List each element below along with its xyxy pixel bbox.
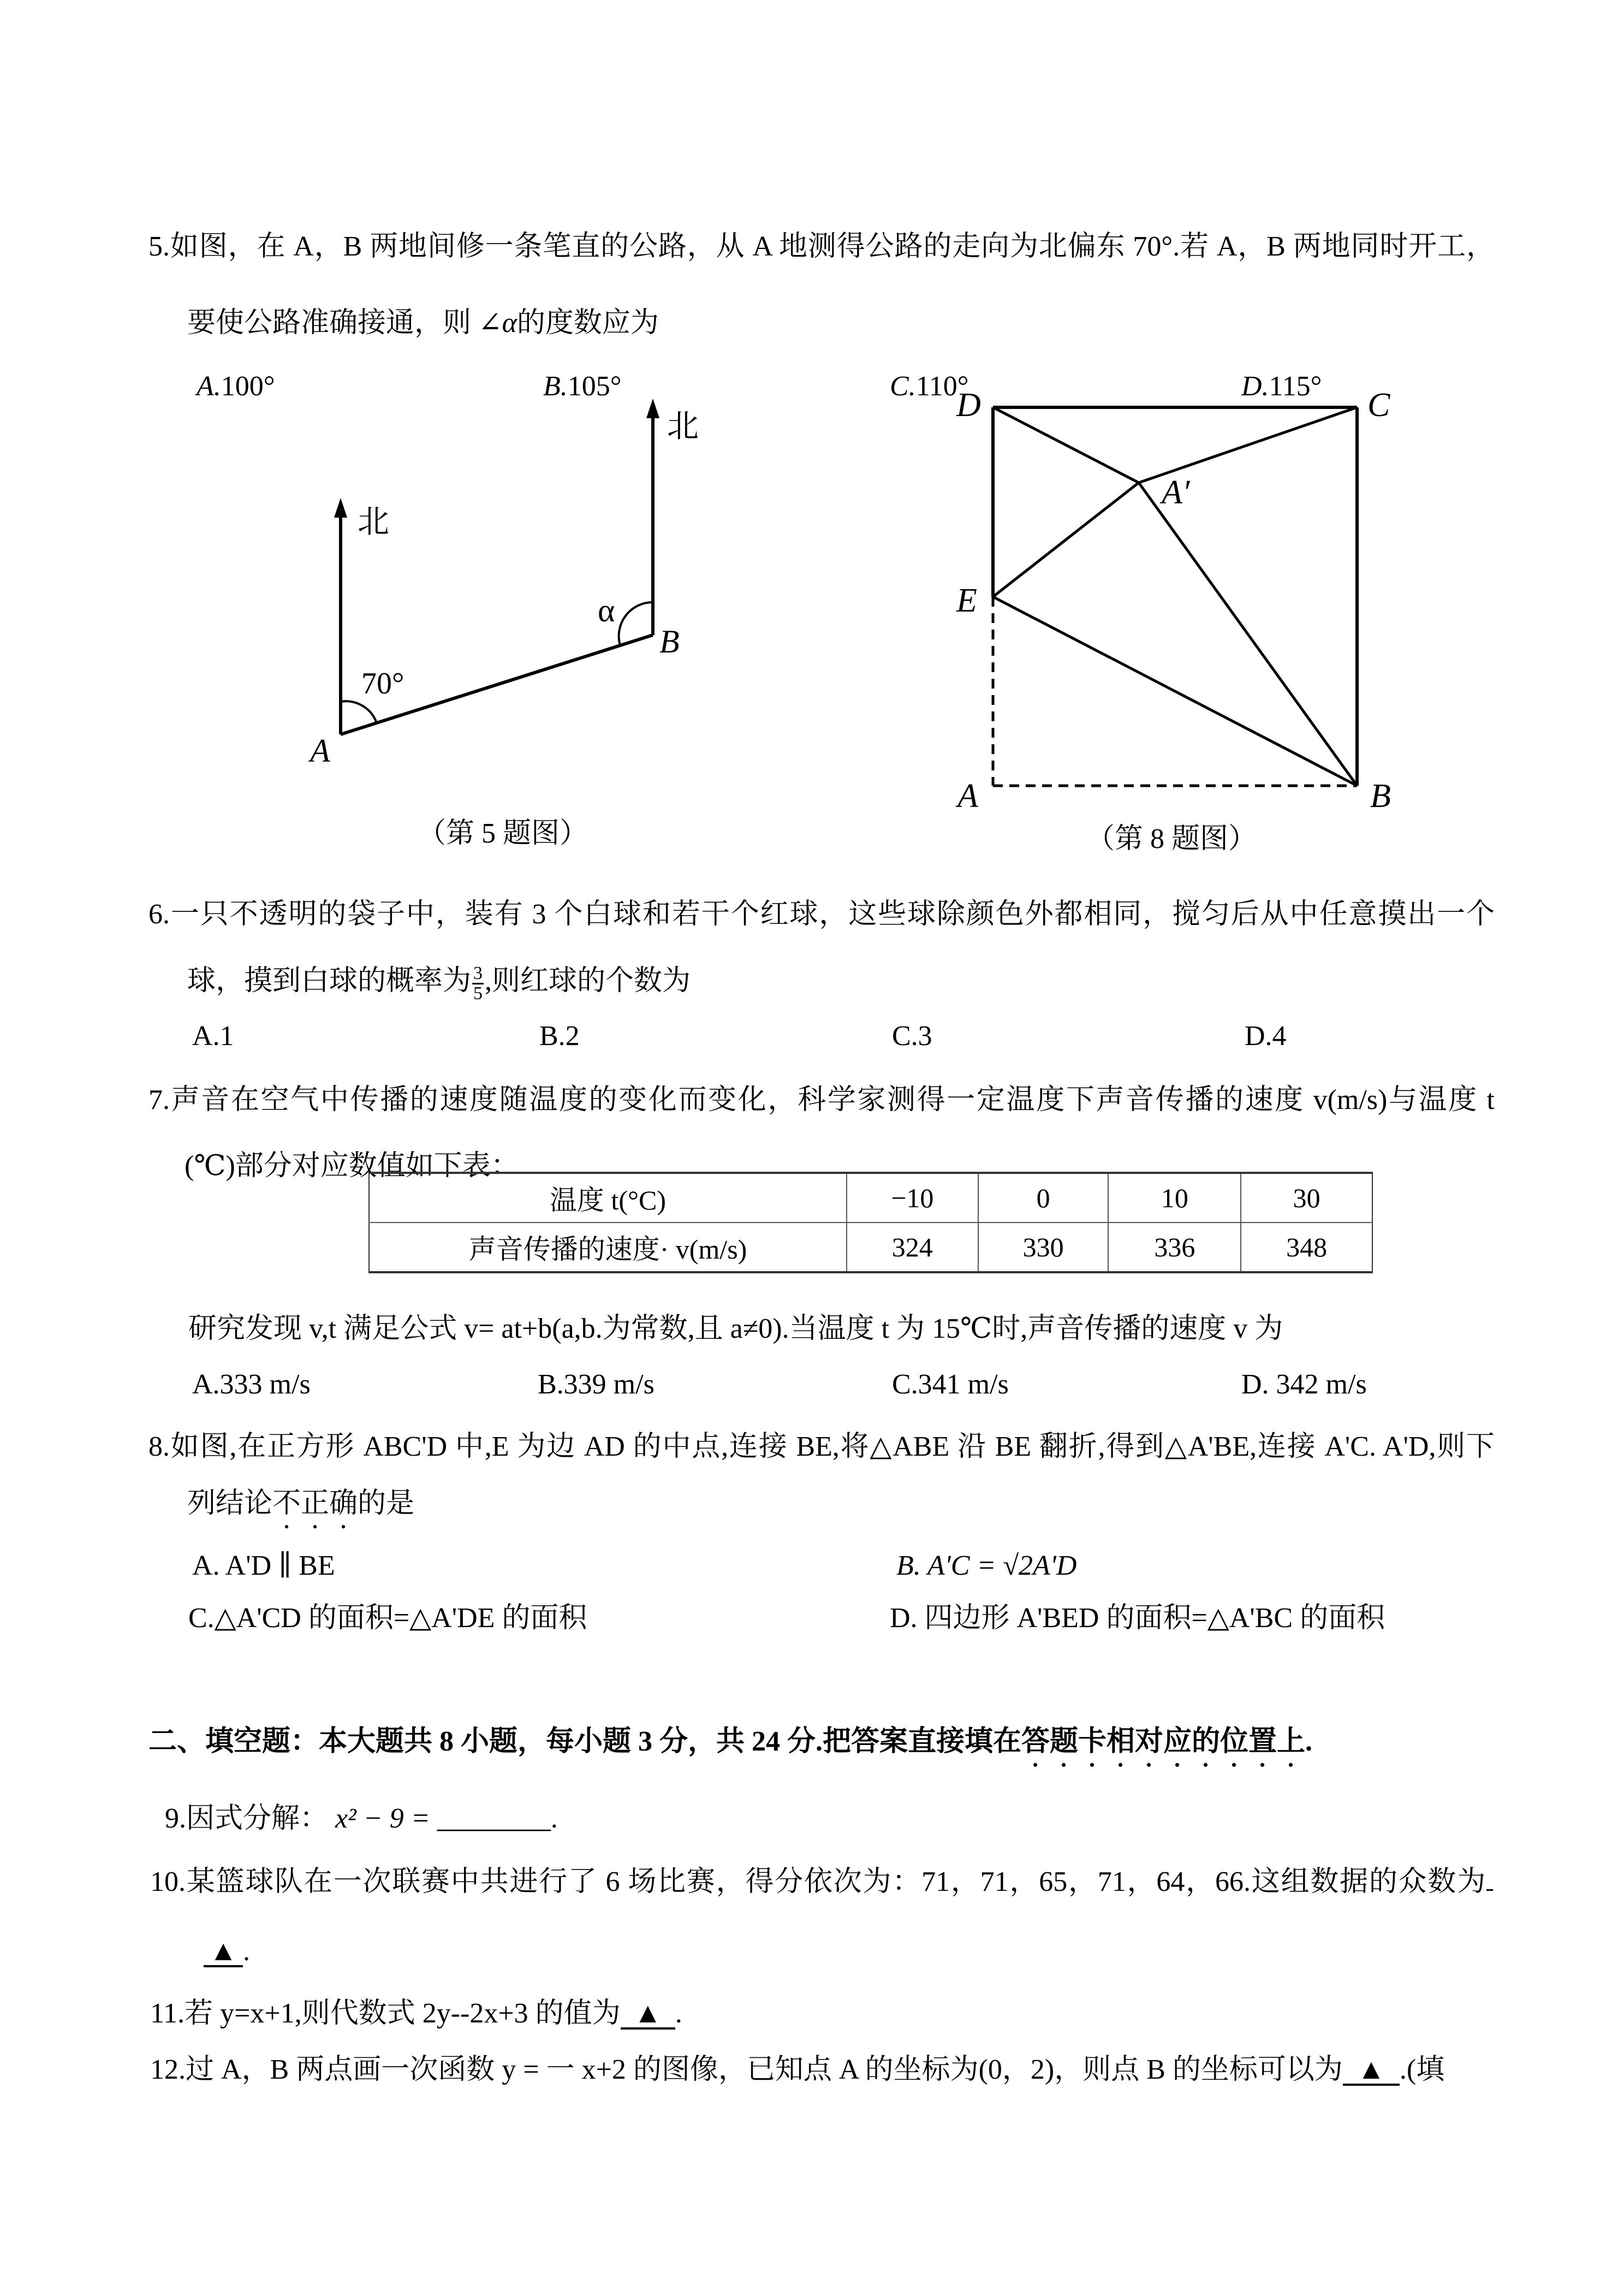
q11-answer-blank[interactable]: ▲ [621,2000,675,2030]
q10-answer-blank[interactable]: ▲ [204,1938,243,1967]
segment-e-b [993,597,1357,786]
table-row-temperature [369,1173,1372,1223]
q12-line: 12.过 A，B 两点画一次函数 y = 一 x+2 的图像，已知点 A 的坐标为(0，2)，则点 B 的坐标可以为 ▲ .(填 [150,2054,1445,2085]
point-aprime-label: A′ [1162,474,1190,511]
segment-e-aprime [993,483,1139,597]
point-d-label: D [956,387,981,424]
q5-option-b: B.105° [543,371,622,402]
q5-line1: 5.如图，在 A，B 两地间修一条笔直的公路，从 A 地测得公路的走向为北偏东 70°.若 A，B 两地同时开工， [148,231,1495,262]
q8-line2: 列结论不正确的是 [187,1488,415,1519]
segment-aprime-b [1139,483,1357,786]
q7-option-d: D. 342 m/s [1241,1369,1367,1400]
q6-line2-pre: 球，摸到白球的概率为 [187,965,472,996]
north-label-b: 北 [667,408,699,444]
q8-figure [0,0,1624,874]
q6-option-a: A.1 [192,1021,234,1052]
table-cell: 30 [1241,1173,1372,1223]
temperature-speed-table [368,1172,1373,1273]
q5-option-c: C.110° [890,371,969,402]
point-b-label: B [1370,778,1391,815]
q6-option-d: D.4 [1245,1021,1287,1052]
table-row-speed [369,1223,1372,1272]
q12-answer-blank[interactable]: ▲ [1343,2056,1400,2086]
point-a-label: A [310,733,330,769]
q8-line1: 8.如图,在正方形 ABC'D 中,E 为边 AD 的中点,连接 BE,将△ABE 沿 BE 翻折,得到△A'BE,连接 A'C. A'D,则下 [148,1431,1495,1462]
table-cell: 0 [978,1173,1109,1223]
point-a-label: A [957,778,978,815]
q7-line2: (℃)部分对应数值如下表： [185,1150,519,1182]
emphasized-answer-card: 答题卡相对应的位置上 [1021,1726,1306,1757]
angle-70-label: 70° [361,667,404,701]
row-header-speed: 声音传播的速度· v(m/s) [369,1223,847,1272]
q6-line2 [187,959,691,1003]
table-cell: 10 [1108,1173,1241,1223]
section-2-heading: 二、填空题：本大题共 8 小题，每小题 3 分，共 24 分.把答案直接填在答题卡相对应的位置上. [148,1726,1313,1757]
q8-option-d: D. 四边形 A'BED 的面积=△A'BC 的面积 [890,1603,1385,1634]
q5-option-d: D.115° [1241,371,1322,402]
q5-line2-pre: 要使公路准确接通，则 [187,307,479,339]
q7-option-c: C.341 m/s [892,1369,1009,1400]
angle-alpha: ∠α [478,307,517,339]
q9-line: 9.因式分解： x² − 9 = ________. [165,1803,558,1834]
q6-line2-post: ,则红球的个数为 [485,965,691,996]
point-c-label: C [1367,387,1390,424]
angle-alpha-label: α [598,592,615,628]
emphasized-not-correct: 不正确 [272,1488,358,1519]
q7-line3: 研究发现 v,t 满足公式 v= at+b(a,b.为常数,且 a≠0).当温度 t 为 15℃时,声音传播的速度 v 为 [188,1313,1283,1344]
table-cell: 336 [1108,1223,1241,1272]
q8-figure-caption: （第 8 题图） [1086,823,1257,855]
row-header-temperature: 温度 t(°C) [369,1173,847,1223]
segment-aprime-c [1139,407,1357,483]
q10-line2: ▲ . [204,1934,250,1969]
table-cell: 330 [978,1223,1109,1272]
segment-d-aprime [993,407,1139,483]
q6-option-c: C.3 [892,1021,932,1052]
q8-option-a: A. A'D ∥ BE [192,1550,335,1581]
table-cell: 324 [847,1223,978,1272]
q5-option-a: A.100° [197,371,275,402]
q6-line1: 6.一只不透明的袋子中，装有 3 个白球和若干个红球，这些球除颜色外都相同，搅匀后从中任意摸出一个 [148,899,1495,930]
q7-line1: 7.声音在空气中传播的速度随温度的变化而变化，科学家测得一定温度下声音传播的速度 v(m/s)与温度 t [148,1084,1495,1116]
q7-option-b: B.339 m/s [538,1369,655,1400]
q9-answer-blank[interactable]: ________ [437,1803,551,1834]
q8-option-b: B. A'C = √2A'D [896,1550,1077,1581]
point-b-label: B [659,624,680,660]
table-cell: −10 [847,1173,978,1223]
table-cell: 348 [1241,1223,1372,1272]
q7-option-a: A.333 m/s [192,1369,311,1400]
q5-figure-caption: （第 5 题图） [418,818,588,849]
q6-option-b: B.2 [539,1021,580,1052]
q9-expression: x² − 9 = [335,1803,430,1834]
fraction-three-fifths: $\frac{3}{5}$ [473,963,483,1004]
north-label-a: 北 [358,504,390,539]
q11-line: 11.若 y=x+1,则代数式 2y--2x+3 的值为 ▲ . [150,1998,682,2029]
point-e-label: E [956,582,977,619]
q8-option-c: C.△A'CD 的面积=△A'DE 的面积 [188,1603,587,1634]
q5-line2-post: 的度数应为 [516,307,659,339]
q10-line1: 10.某篮球队在一次联赛中共进行了 6 场比赛，得分依次为：71，71，65，71，64，66.这组数据的众数为 [150,1865,1493,1900]
